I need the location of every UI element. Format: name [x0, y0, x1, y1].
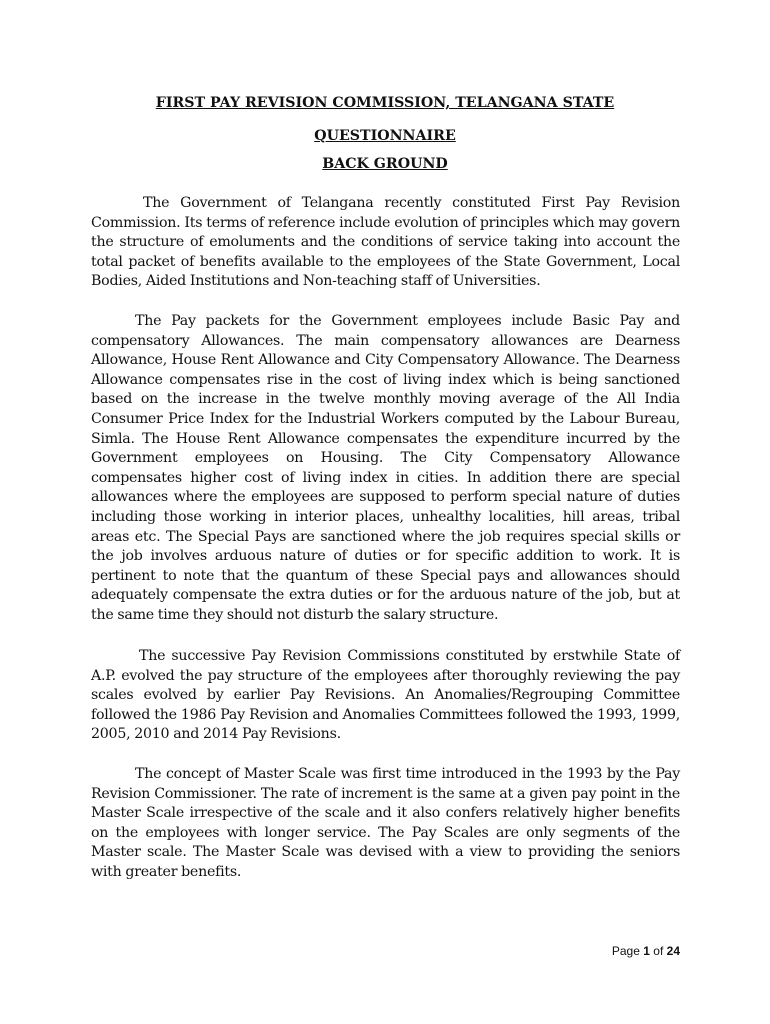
total-pages: 24	[666, 944, 680, 958]
page-label: Page	[611, 944, 640, 958]
current-page: 1	[643, 944, 650, 958]
document-subtitle: QUESTIONNAIRE	[314, 128, 456, 144]
section-heading: BACK GROUND	[322, 156, 448, 172]
paragraph-3: The successive Pay Revision Commissions constituted by erstwhile State of A.P. evolved the pay structure of the employees after thoroughly reviewing the pay scales evolved by earlier Pay Revisions. An Anomalies/Regrouping Committee followed the 1986 Pay Revision and Anomalies Committees followed the 1993, 1999, 2005, 2010 and 2014 Pay Revisions.	[91, 648, 680, 743]
page-number	[612, 943, 680, 959]
document-title: FIRST PAY REVISION COMMISSION, TELANGANA STATE	[155, 95, 615, 111]
paragraph-2: The Pay packets for the Government employees include Basic Pay and compensatory Allowances. The main compensatory allowances are Dearness Allowance, House Rent Allowance and City Compensatory Allowance. The Dearness Allowance compensates rise in the cost of living index which is being sanctioned based on the increase in the twelve monthly moving average of the All India Consumer Price Index for the Industrial Workers computed by the Labour Bureau, Simla. The House Rent Allowance compensates the expenditure incurred by the Government employees on Housing. The City Compensatory Allowance compensates higher cost of living index in cities. In addition there are special allowances where the employees are supposed to perform special nature of duties including those working in interior places, unhealthy localities, hill areas, tribal areas etc. The Special Pays are sanctioned where the job requires special skills or the job involves arduous nature of duties or for specific addition to work. It is pertinent to note that the quantum of these Special pays and allowances should adequately compensate the extra duties or for the arduous nature of the job, but at the same time they should not disturb the salary structure.	[91, 313, 680, 623]
of-label: of	[653, 944, 664, 958]
paragraph-4: The concept of Master Scale was first time introduced in the 1993 by the Pay Revision Commissioner. The rate of increment is the same at a given pay point in the Master Scale irrespective of the scale and it also confers relatively higher benefits on the employees with longer service. The Pay Scales are only segments of the Master scale. The Master Scale was devised with a view to providing the seniors with greater benefits.	[91, 766, 680, 880]
paragraph-1: The Government of Telangana recently constituted First Pay Revision Commission. Its terms of reference include evolution of principles which may govern the structure of emoluments and the conditions of service taking into account the total packet of benefits available to the employees of the State Government, Local Bodies, Aided Institutions and Non-teaching staff of Universities.	[91, 195, 680, 290]
